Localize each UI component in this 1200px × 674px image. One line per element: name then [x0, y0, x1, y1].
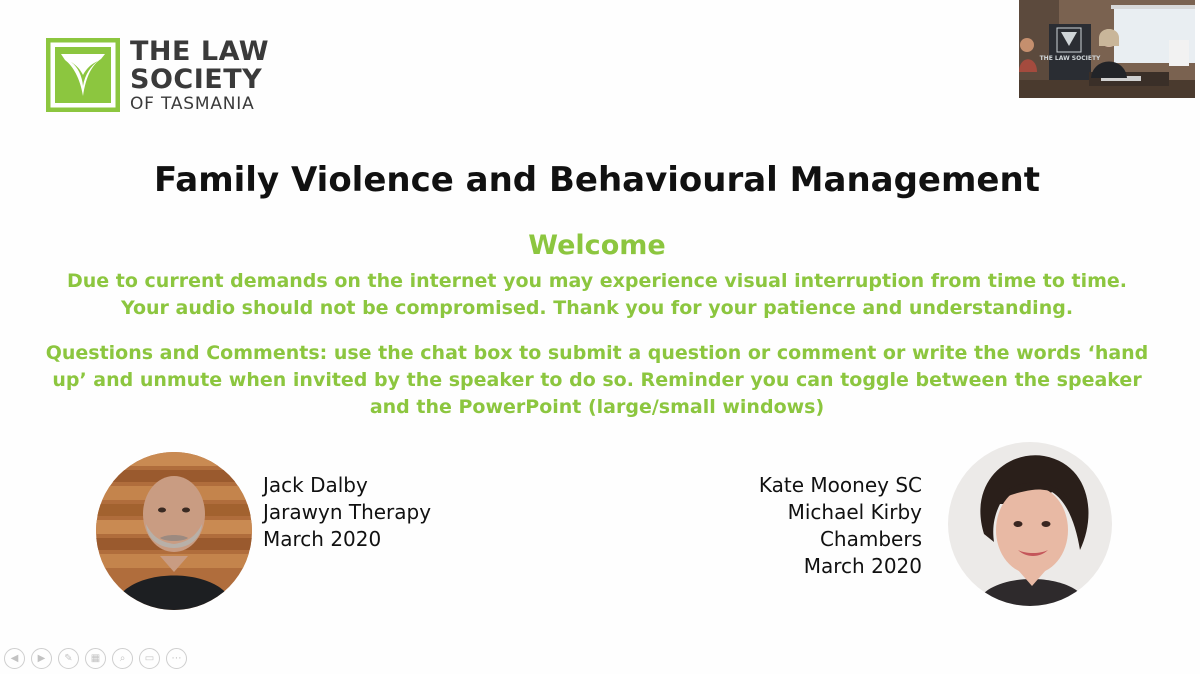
speaker-right-name: Kate Mooney SC: [758, 473, 922, 497]
subtitles-icon[interactable]: ▭: [139, 648, 160, 669]
speaker-left-organisation: Jarawyn Therapy: [263, 500, 432, 524]
questions-line-1: Questions and Comments: use the chat box to submit a question or comment or write the words ‘hand: [45, 342, 1149, 364]
notice-line-2: Your audio should not be compromised. Thank you for your patience and understanding.: [120, 297, 1074, 319]
questions-line-2: up’ and unmute when invited by the speaker to do so. Reminder you can toggle between the speaker: [52, 369, 1142, 391]
law-society-mark-icon: [46, 38, 120, 112]
welcome-heading: Welcome: [528, 230, 666, 261]
speaker-right-details: [759, 472, 922, 580]
questions-line-3: and the PowerPoint (large/small windows): [369, 396, 825, 418]
zoom-icon[interactable]: ⌕: [112, 648, 133, 669]
speaker-right-date: March 2020: [803, 554, 922, 578]
slide-title: Family Violence and Behavioural Management: [154, 160, 1040, 200]
webcam-banner-text: THE LAW SOCIETY: [1039, 55, 1101, 62]
pen-icon[interactable]: ✎: [58, 648, 79, 669]
speaker-webcam-thumbnail[interactable]: [1019, 0, 1195, 98]
speaker-left-name: Jack Dalby: [263, 473, 368, 497]
speaker-right-organisation-line-2: Chambers: [819, 527, 922, 551]
connection-notice: [30, 268, 1164, 322]
slides-overview-icon[interactable]: ▦: [85, 648, 106, 669]
notice-line-1: Due to current demands on the internet you may experience visual interruption from time to time.: [66, 270, 1128, 292]
speaker-right-portrait-image: [948, 442, 1112, 606]
next-slide-icon[interactable]: ▶: [31, 648, 52, 669]
logo-line-3: OF TASMANIA: [130, 94, 255, 114]
webcam-video-frame: [1019, 0, 1195, 98]
speaker-left-portrait-image: [96, 452, 252, 610]
law-society-logo: [46, 38, 286, 118]
speaker-left-avatar: [96, 452, 252, 610]
questions-instructions: [30, 340, 1164, 421]
previous-slide-icon[interactable]: ◀: [4, 648, 25, 669]
slideshow-controls: [4, 648, 187, 670]
logo-text: [130, 38, 269, 113]
more-options-icon[interactable]: ⋯: [166, 648, 187, 669]
speaker-left-details: [263, 472, 431, 553]
logo-line-1: THE LAW: [130, 36, 270, 67]
logo-line-2: SOCIETY: [130, 64, 263, 95]
speaker-left-date: March 2020: [263, 527, 382, 551]
speaker-right-organisation-line-1: Michael Kirby: [787, 500, 922, 524]
speaker-right-avatar: [948, 442, 1112, 606]
